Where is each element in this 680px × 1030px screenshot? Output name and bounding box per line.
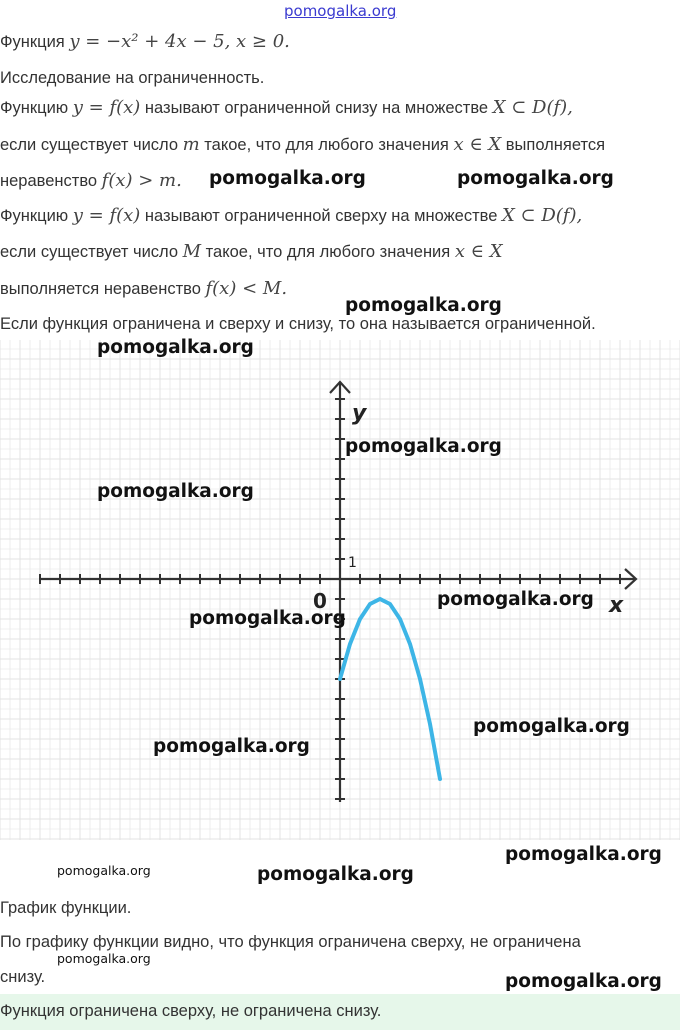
formula-fragment: X ⊂ D(f), xyxy=(502,205,583,226)
graph-caption: График функции. xyxy=(0,899,132,917)
watermark: pomogalka.org xyxy=(505,971,662,992)
text-fragment: Функцию xyxy=(0,99,69,117)
lower-bound-definition-line1 xyxy=(0,97,573,119)
watermark: pomogalka.org xyxy=(189,608,346,629)
watermark: pomogalka.org xyxy=(505,844,662,865)
watermark: pomogalka.org xyxy=(345,436,502,457)
bounded-definition: Если функция ограничена и сверху и снизу, то она называется ограниченной. xyxy=(0,315,596,333)
text-fragment: выполняется неравенство xyxy=(0,280,201,298)
function-word: Функция xyxy=(0,33,65,51)
watermark: pomogalka.org xyxy=(97,337,254,358)
watermark: pomogalka.org xyxy=(153,736,310,757)
y-axis-label: y xyxy=(352,401,367,426)
text-fragment: если существует число xyxy=(0,136,179,154)
answer-box xyxy=(0,994,680,1030)
section-heading: Исследование на ограниченность. xyxy=(0,69,265,87)
upper-bound-definition-line2 xyxy=(0,241,503,263)
lower-bound-definition-line2 xyxy=(0,134,605,156)
watermark: pomogalka.org xyxy=(209,168,366,189)
watermark: pomogalka.org xyxy=(57,863,151,878)
conclusion-line2: снизу. xyxy=(0,968,46,986)
formula-fragment: f(x) > m. xyxy=(101,170,182,191)
conclusion-line1: По графику функции видно, что функция ограничена сверху, не ограничена xyxy=(0,933,581,951)
formula-fragment: x ∈ X xyxy=(453,134,502,155)
formula-fragment: X ⊂ D(f), xyxy=(492,97,573,118)
text-fragment: выполняется xyxy=(505,136,606,154)
formula-fragment: m xyxy=(182,134,200,155)
watermark: pomogalka.org xyxy=(457,168,614,189)
upper-bound-definition-line3 xyxy=(0,278,287,300)
unit-label: 1 xyxy=(348,555,357,571)
origin-label: 0 xyxy=(313,589,327,613)
formula-fragment: y = f(x) xyxy=(72,97,141,118)
formula-fragment: x ∈ X xyxy=(454,241,503,262)
formula-fragment: y = f(x) xyxy=(72,205,141,226)
function-formula: y = −x² + 4x − 5, x ≥ 0. xyxy=(69,31,290,52)
watermark: pomogalka.org xyxy=(257,864,414,885)
text-fragment: Функцию xyxy=(0,207,69,225)
formula-fragment: f(x) < M. xyxy=(205,278,288,299)
formula-fragment: M xyxy=(182,241,202,262)
text-fragment: такое, что для любого значения xyxy=(204,136,449,154)
text-fragment: неравенство xyxy=(0,172,98,190)
text-fragment: если существует число xyxy=(0,243,179,261)
function-definition xyxy=(0,31,290,53)
answer-text: Функция ограничена сверху, не ограничена снизу. xyxy=(0,1002,382,1020)
text-fragment: такое, что для любого значения xyxy=(205,243,451,261)
watermark: pomogalka.org xyxy=(97,481,254,502)
text-fragment: называют ограниченной сверху на множестве xyxy=(144,207,498,225)
site-link[interactable]: pomogalka.org xyxy=(284,2,397,20)
watermark: pomogalka.org xyxy=(473,716,630,737)
watermark: pomogalka.org xyxy=(345,295,502,316)
text-fragment: называют ограниченной снизу на множестве xyxy=(144,99,489,117)
x-axis-label: x xyxy=(609,593,624,618)
watermark: pomogalka.org xyxy=(57,951,151,966)
upper-bound-definition-line1 xyxy=(0,205,582,227)
watermark: pomogalka.org xyxy=(437,589,594,610)
lower-bound-definition-line3 xyxy=(0,170,182,192)
